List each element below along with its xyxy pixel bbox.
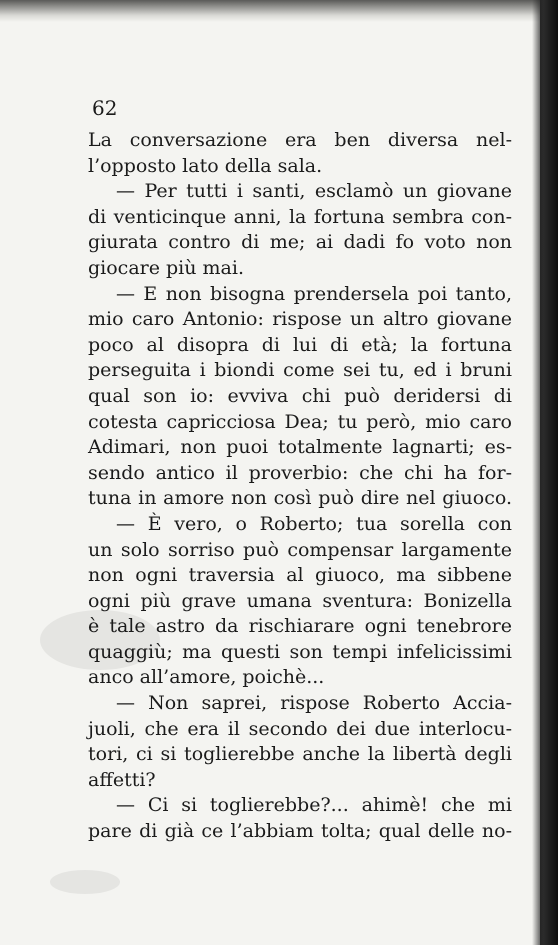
text-line: mio caro Antonio: rispose un altro giovane	[88, 308, 512, 331]
text-line: anco all’amore, poichè...	[88, 666, 325, 689]
text-line: l’opposto lato della sala.	[88, 154, 323, 177]
text-line: — Ci si toglierebbe?... ahimè! che mi	[116, 794, 512, 817]
text-line: giocare più mai.	[88, 256, 244, 279]
text-line: qual son io: evviva chi può deridersi di	[88, 384, 512, 407]
text-line: un solo sorriso può compensar largamente	[88, 538, 512, 561]
text-line: ogni più grave umana sventura: Bonizella	[88, 589, 512, 612]
book-spine-shadow	[532, 0, 558, 945]
text-line: è tale astro da rischiarare ogni tenebrore	[88, 615, 512, 638]
page-top-shadow	[0, 0, 540, 22]
text-line: La conversazione era ben diversa nel-	[88, 129, 512, 151]
text-line: juoli, che era il secondo dei due interlocu-	[88, 717, 512, 740]
text-line: pare di già ce l’abbiam tolta; qual delle no-	[88, 820, 512, 843]
body-text	[88, 128, 512, 845]
text-line: cotesta capricciosa Dea; tu però, mio caro	[88, 410, 512, 433]
text-line: quaggiù; ma questi son tempi infelicissimi	[88, 640, 512, 663]
text-line: non ogni traversia al giuoco, ma sibbene	[88, 564, 512, 587]
text-line: — E non bisogna prendersela poi tanto,	[116, 282, 512, 305]
text-line: poco al disopra di lui di età; la fortuna	[88, 333, 512, 356]
text-line: — Per tutti i santi, esclamò un giovane	[116, 180, 512, 203]
text-line: tuna in amore non così può dire nel giuoco.	[88, 487, 512, 510]
page-number: 62	[92, 96, 118, 120]
text-line: Adimari, non puoi totalmente lagnarti; es-	[88, 436, 512, 459]
text-line: — È vero, o Roberto; tua sorella con	[116, 512, 512, 535]
paper-stain	[50, 870, 120, 894]
text-line: sendo antico il proverbio: che chi ha for-	[88, 461, 512, 484]
text-line: di venticinque anni, la fortuna sembra con-	[88, 205, 512, 228]
text-line: tori, ci si toglierebbe anche la libertà degli	[88, 743, 512, 766]
text-line: affetti?	[88, 768, 156, 791]
text-line: perseguita i biondi come sei tu, ed i bruni	[88, 359, 512, 382]
text-line: giurata contro di me; ai dadi fo voto non	[88, 231, 512, 254]
text-line: — Non saprei, rispose Roberto Accia-	[116, 692, 512, 715]
